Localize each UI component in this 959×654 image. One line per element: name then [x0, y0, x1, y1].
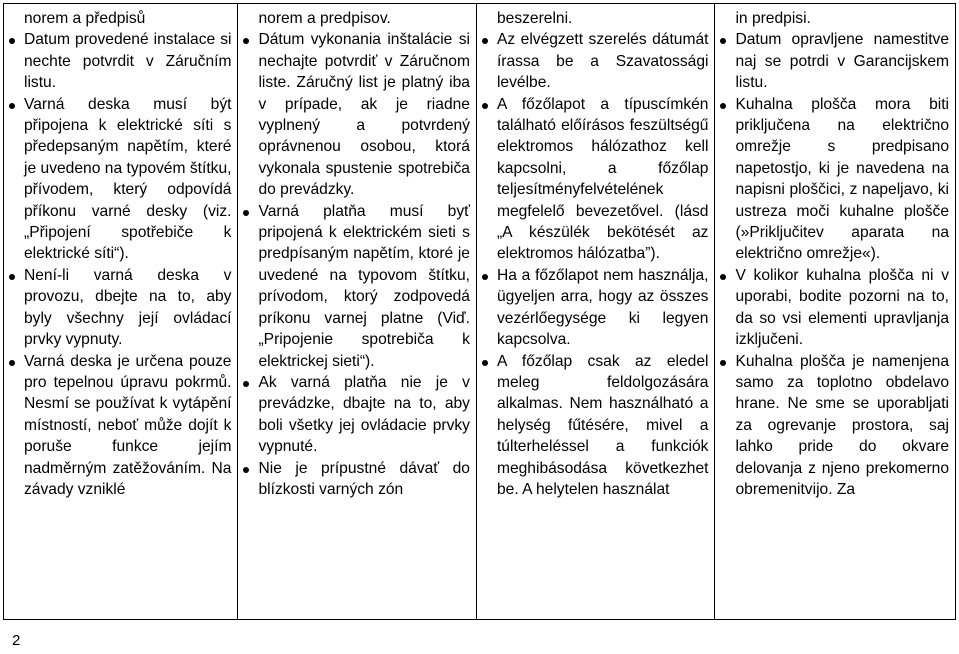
list-item: [258, 201, 470, 372]
bullet-icon: [720, 38, 726, 44]
bullet-icon: [482, 38, 488, 44]
bullet-icon: [482, 274, 488, 280]
list-item: [258, 372, 470, 458]
bullet-icon: [482, 103, 488, 109]
list-item-text: Nie je prípustné dávať do blízkosti varných zón: [258, 459, 470, 498]
multilingual-instructions-table: [3, 3, 956, 620]
list-item-text: Varná platňa musí byť pripojená k elektrickém sieti s predpísaným napětím, ktoré je uvedené na typovom štítku, prívodom, ktorý zodpovedá príkonu varnej platne (Viď. „Pripojenie spotrebiča k elektrickej sieti“).: [258, 202, 470, 370]
list-item-text: Datum provedené instalace si nechte potvrdit v Záručním listu.: [24, 31, 232, 92]
bullet-icon: [720, 360, 726, 366]
list-item: [497, 351, 709, 501]
bullet-icon: [243, 381, 249, 387]
list-item: [24, 94, 231, 265]
list-item: [24, 29, 231, 93]
list-item: [24, 351, 231, 501]
list-item-text: Datum opravljene namestitve naj se potrdi v Garancijskem listu.: [735, 31, 949, 92]
list-item-text: A főzőlap csak az eledel meleg feldolgozására alkalmas. Nem használható a helység fűtésére, mivel a túlterheléssel a funkciók meghibásodása következhet be. A helytelen használat: [496, 352, 709, 498]
bullet-icon: [9, 360, 15, 366]
continued-text: norem a predpisov.: [258, 10, 391, 27]
column-slovak: [238, 4, 477, 620]
list-item-text: Az elvégzett szerelés dátumát írassa be a Szavatossági levélbe.: [496, 31, 709, 92]
list-item-text: Dátum vykonania inštalácie si nechajte potvrdiť v Záručnom liste. Záručný list je platný iba v prípade, ak je riadne vyplnený a potvrdený oprávnenou osobou, ktorá vykonala spustenie spotrebiča do prevádzky.: [258, 31, 470, 199]
bullet-icon: [482, 360, 488, 366]
list-item-text: Varná deska musí být připojena k elektrické síti s předepsaným napětím, které je uvedeno na typovém štítku, přívodem, který odpovídá příkonu varné desky (viz. „Připojení spotřebiče k elektrické síti“).: [24, 95, 232, 263]
continued-text: norem a předpisů: [24, 10, 146, 27]
list-item: [735, 351, 949, 501]
bullet-icon: [243, 38, 249, 44]
list-item-text: V kolikor kuhalna plošča ni v uporabi, bodite pozorni na to, da so vsi elementi upravljanja izključeni.: [735, 266, 949, 349]
column-slovenian: [715, 4, 956, 620]
table-row: [4, 4, 956, 620]
bullet-icon: [9, 38, 15, 44]
bullet-icon: [9, 103, 15, 109]
bullet-icon: [243, 210, 249, 216]
list-item: [24, 265, 231, 351]
bullet-list: [497, 29, 709, 500]
list-item-text: Kuhalna plošča mora biti priključena na električno omrežje s predpisano napetostjo, ki je navedena na napisni ploščici, z napeljavo, ki ustreza moči kuhalne plošče (»Priključitev aparata na električno omrežje«).: [735, 95, 949, 263]
page-number: 2: [12, 632, 21, 649]
list-item: [258, 29, 470, 200]
list-item-text: A főzőlapot a típuscímkén található előírásos feszültségű elektromos hálózathoz kell kapcsolni, a főzőlap teljesítményfelvételének megfelelő bevezetővel. (lásd „A készülék bekötését az elektromos hálózatba”).: [496, 95, 709, 263]
bullet-icon: [9, 274, 15, 280]
list-item-text: Ak varná platňa nie je v prevádzke, dbajte na to, aby boli všetky jej ovládacie prvky vypnuté.: [258, 373, 470, 456]
bullet-list: [258, 29, 470, 500]
list-item-text: Není-li varná deska v provozu, dbejte na to, aby byly všechny její ovládací prvky vypnuty.: [24, 266, 232, 349]
bullet-list: [735, 29, 949, 500]
cell-text: [258, 8, 470, 500]
bullet-icon: [243, 467, 249, 473]
column-hungarian: [476, 4, 715, 620]
list-item: [497, 94, 709, 265]
cell-text: [735, 8, 949, 500]
bullet-icon: [720, 103, 726, 109]
continued-text: in predpisi.: [735, 10, 811, 27]
list-item-text: Kuhalna plošča je namenjena samo za toplotno obdelavo hrane. Ne sme se uporabljati za ogrevanje prostora, saj lahko pride do okvare delovanja z njeno prekomerno obremenitvijo. Za: [735, 352, 949, 498]
column-czech: [4, 4, 238, 620]
list-item: [497, 265, 709, 351]
list-item-text: Varná deska je určena pouze pro tepelnou úpravu pokrmů. Nesmí se používat k vytápění místností, neboť může dojít k poruše funkce jejím nadměrným zatěžováním. Na závady vzniklé: [24, 352, 232, 498]
list-item-text: Ha a főzőlapot nem használja, ügyeljen arra, hogy az összes vezérlőegysége ki legyen kapcsolva.: [496, 266, 709, 349]
bullet-list: [24, 29, 231, 500]
list-item: [497, 29, 709, 93]
list-item: [735, 29, 949, 93]
list-item: [735, 265, 949, 351]
bullet-icon: [720, 274, 726, 280]
continued-text: beszerelni.: [496, 10, 573, 27]
cell-text: [497, 8, 709, 500]
list-item: [258, 458, 470, 501]
cell-text: [24, 8, 231, 500]
list-item: [735, 94, 949, 265]
